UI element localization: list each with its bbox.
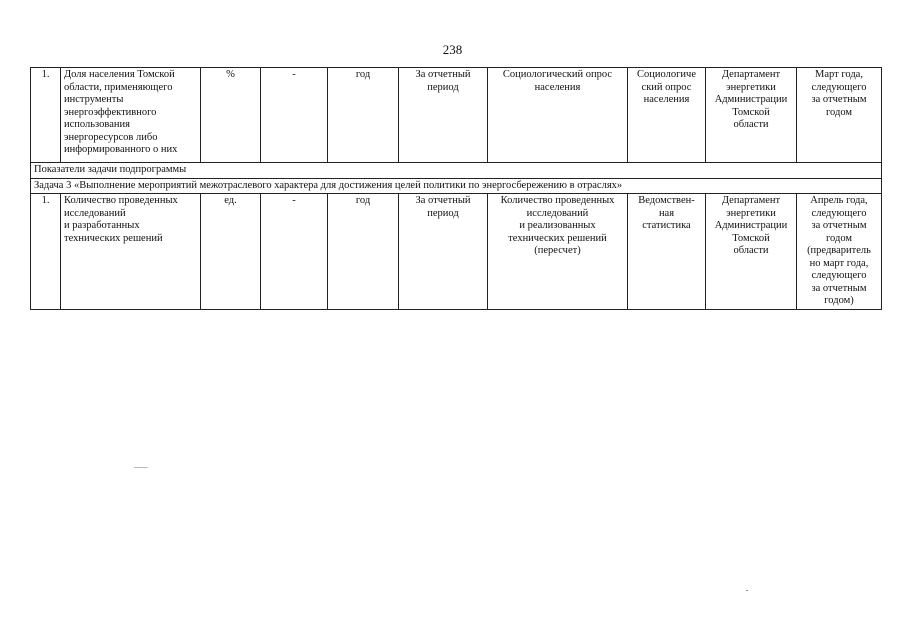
responsible-cell: Департамент энергетики Администрации Томской области: [706, 68, 797, 163]
periodicity-cell: год: [328, 194, 399, 310]
indicator-name: Доля населения Томской области, применяющего инструменты энергоэффективного использования энергоресурсов либо информированного о них: [61, 68, 201, 163]
indicator-name: Количество проведенных исследований и разработанных технических решений: [61, 194, 201, 310]
page-number: 238: [442, 42, 463, 57]
source-cell: Социологиче ский опрос населения: [628, 68, 706, 163]
dash-cell: -: [261, 68, 328, 163]
table-row: [31, 68, 882, 163]
base-period-cell: За отчетный период: [399, 68, 488, 163]
row-number: 1.: [31, 68, 61, 163]
unit-cell: ед.: [201, 194, 261, 310]
source-cell: Ведомствен- ная статистика: [628, 194, 706, 310]
periodicity-cell: год: [328, 68, 399, 163]
section-header-row: [31, 163, 882, 179]
task-header: Задача 3 «Выполнение мероприятий межотраслевого характера для достижения целей политики по энергосбережению в отраслях»: [31, 178, 882, 194]
base-period-cell: За отчетный период: [399, 194, 488, 310]
indicators-table: [30, 67, 882, 310]
method-cell: Количество проведенных исследований и реализованных технических решений (пересчет): [488, 194, 628, 310]
scan-speck: [134, 467, 148, 468]
dash-cell: -: [261, 194, 328, 310]
unit-cell: %: [201, 68, 261, 163]
row-number: 1.: [31, 194, 61, 310]
deadline-cell: Апрель года, следующего за отчетным годом (предваритель но март года, следующего за отчетным годом): [797, 194, 882, 310]
task-header-row: [31, 178, 882, 194]
scan-speck: [746, 590, 748, 591]
section-header: Показатели задачи подпрограммы: [31, 163, 882, 179]
method-cell: Социологический опрос населения: [488, 68, 628, 163]
responsible-cell: Департамент энергетики Администрации Томской области: [706, 194, 797, 310]
table-row: [31, 194, 882, 310]
deadline-cell: Март года, следующего за отчетным годом: [797, 68, 882, 163]
